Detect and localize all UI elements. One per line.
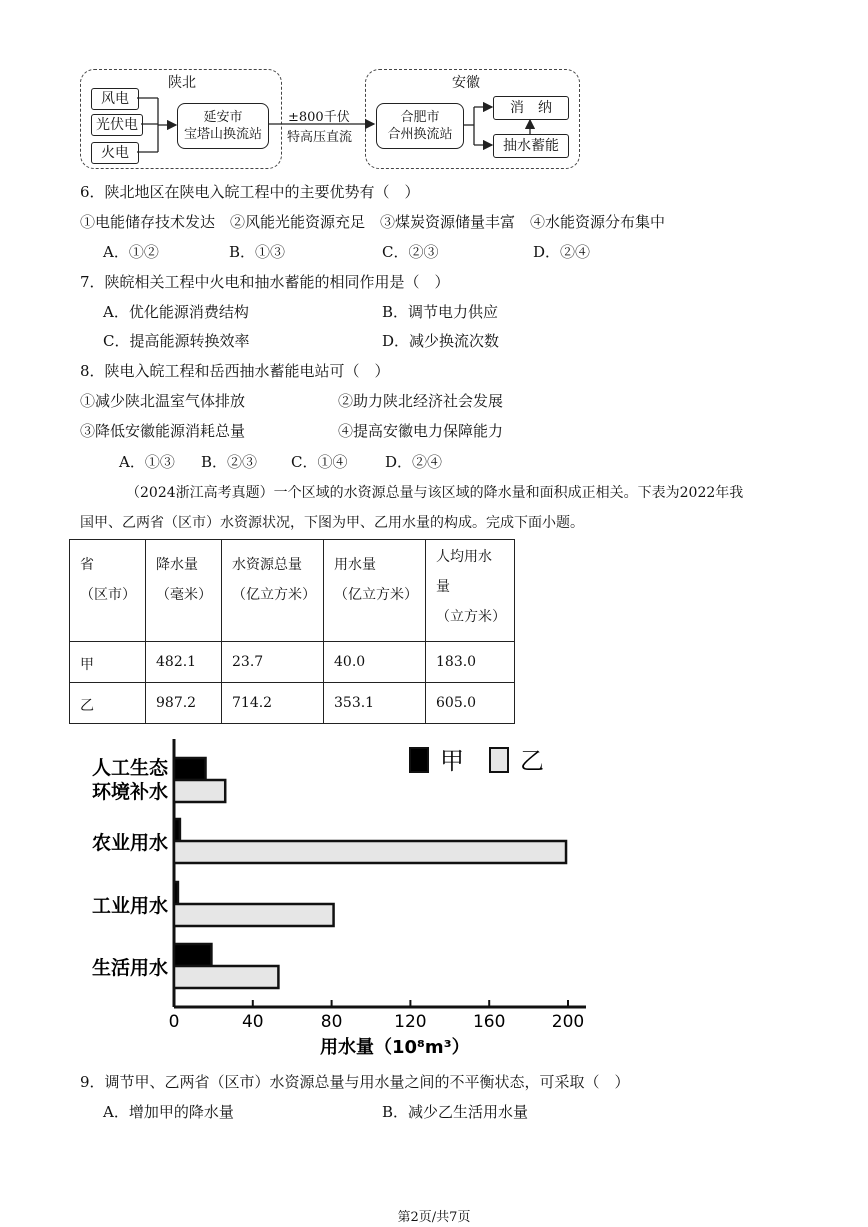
table-cell: 甲 (70, 642, 146, 683)
water-use-chart (80, 735, 600, 1065)
q7-option-b: B．调节电力供应 (382, 303, 499, 321)
q7-stem: 7．陕皖相关工程中火电和抽水蓄能的相同作用是（ ） (80, 273, 450, 291)
x-tick-label: 40 (241, 1012, 264, 1032)
q6-option-d: D．②④ (533, 243, 591, 261)
uhv-voltage-label: ±800千伏 (288, 110, 350, 125)
legend-label: 甲 (440, 747, 464, 775)
baotashan-line1: 延安市 (203, 110, 243, 125)
wind-power-box: 风电 (91, 88, 139, 110)
q6-option-c: C．②③ (382, 243, 439, 261)
table-header-cell: 省 （区市） (70, 540, 146, 642)
q6-option-b: B．①③ (229, 243, 286, 261)
q8-option-d: D．②④ (385, 453, 443, 471)
table-header-cell: 用水量 （亿立方米） (324, 540, 426, 642)
q7-option-d: D．减少换流次数 (382, 332, 500, 350)
table-cell: 23.7 (222, 642, 324, 683)
bar-甲-3 (174, 944, 211, 966)
q6-option-a: A．①② (103, 243, 159, 261)
bar-乙-3 (174, 966, 278, 988)
q8-statement-4: ④提高安徽电力保障能力 (338, 422, 504, 440)
q8-option-c: C．①④ (291, 453, 348, 471)
uhv-type-label: 特高压直流 (287, 130, 353, 145)
q9-option-b: B．减少乙生活用水量 (382, 1103, 529, 1121)
water-resources-table (69, 539, 515, 724)
q8-option-a: A．①③ (119, 453, 175, 471)
bar-乙-2 (174, 904, 334, 926)
legend-swatch-甲 (410, 748, 428, 772)
x-tick-label: 160 (472, 1012, 506, 1032)
table-cell: 482.1 (146, 642, 222, 683)
q8-stem: 8．陕电入皖工程和岳西抽水蓄能电站可（ ） (80, 362, 390, 380)
bar-甲-1 (174, 819, 180, 841)
category-label: 环境补水 (91, 781, 168, 803)
legend-label: 乙 (520, 747, 544, 775)
anhui-label: 安徽 (452, 75, 480, 91)
category-label: 人工生态 (91, 757, 168, 779)
table-row (70, 683, 515, 724)
x-tick-label: 80 (320, 1012, 343, 1032)
table-row (70, 642, 515, 683)
thermal-power-box: 火电 (91, 142, 139, 164)
shaanbei-label: 陕北 (168, 75, 196, 91)
table-header-cell: 人均用水 量 （立方米） (426, 540, 515, 642)
q7-option-c: C．提高能源转换效率 (103, 332, 250, 350)
intro-line-1: （2024浙江高考真题）一个区域的水资源总量与该区域的降水量和面积成正相关。下表为2022年我 (126, 485, 744, 501)
hezhou-line2: 合州换流站 (387, 127, 453, 142)
x-axis-label: 用水量（10⁸m³） (320, 1037, 470, 1058)
diagram-connectors (0, 0, 868, 200)
table-cell: 乙 (70, 683, 146, 724)
table-cell: 714.2 (222, 683, 324, 724)
bar-甲-0 (174, 758, 206, 780)
pumped-storage-box: 抽水蓄能 (493, 134, 569, 158)
table-header-row (70, 540, 515, 642)
category-label: 工业用水 (91, 895, 168, 917)
intro-line-2: 国甲、乙两省（区市）水资源状况，下图为甲、乙用水量的构成。完成下面小题。 (80, 515, 584, 531)
category-label: 农业用水 (91, 832, 168, 854)
bar-乙-0 (174, 780, 225, 802)
page-footer: 第2页/共7页 (397, 1210, 471, 1225)
x-tick-label: 120 (394, 1012, 427, 1032)
q6-stem: 6．陕北地区在陕电入皖工程中的主要优势有（ ） (80, 183, 420, 201)
q8-statement-3: ③降低安徽能源消耗总量 (80, 422, 246, 440)
table-cell: 353.1 (324, 683, 426, 724)
table-header-cell: 降水量 （毫米） (146, 540, 222, 642)
q8-statement-1: ①减少陕北温室气体排放 (80, 392, 246, 410)
x-tick-label: 200 (551, 1012, 585, 1032)
solar-power-box: 光伏电 (91, 114, 143, 136)
q6-statements: ①电能储存技术发达 ②风能光能资源充足 ③煤炭资源储量丰富 ④水能资源分布集中 (80, 213, 666, 231)
table-header-cell: 水资源总量 （亿立方米） (222, 540, 324, 642)
q8-option-b: B．②③ (201, 453, 258, 471)
hezhou-line1: 合肥市 (400, 110, 440, 125)
table-cell: 40.0 (324, 642, 426, 683)
table-cell: 987.2 (146, 683, 222, 724)
consume-box: 消 纳 (493, 96, 569, 120)
x-tick-label: 0 (168, 1012, 180, 1032)
q8-statement-2: ②助力陕北经济社会发展 (338, 392, 504, 410)
legend-swatch-乙 (490, 748, 508, 772)
bar-乙-1 (174, 841, 566, 863)
table-cell: 183.0 (426, 642, 515, 683)
table-cell: 605.0 (426, 683, 515, 724)
q9-option-a: A．增加甲的降水量 (103, 1103, 234, 1121)
category-label: 生活用水 (91, 957, 168, 979)
q7-option-a: A．优化能源消费结构 (103, 303, 249, 321)
baotashan-line2: 宝塔山换流站 (183, 127, 262, 142)
bar-甲-2 (174, 882, 178, 904)
q9-stem: 9．调节甲、乙两省（区市）水资源总量与用水量之间的不平衡状态，可采取（ ） (80, 1073, 630, 1091)
